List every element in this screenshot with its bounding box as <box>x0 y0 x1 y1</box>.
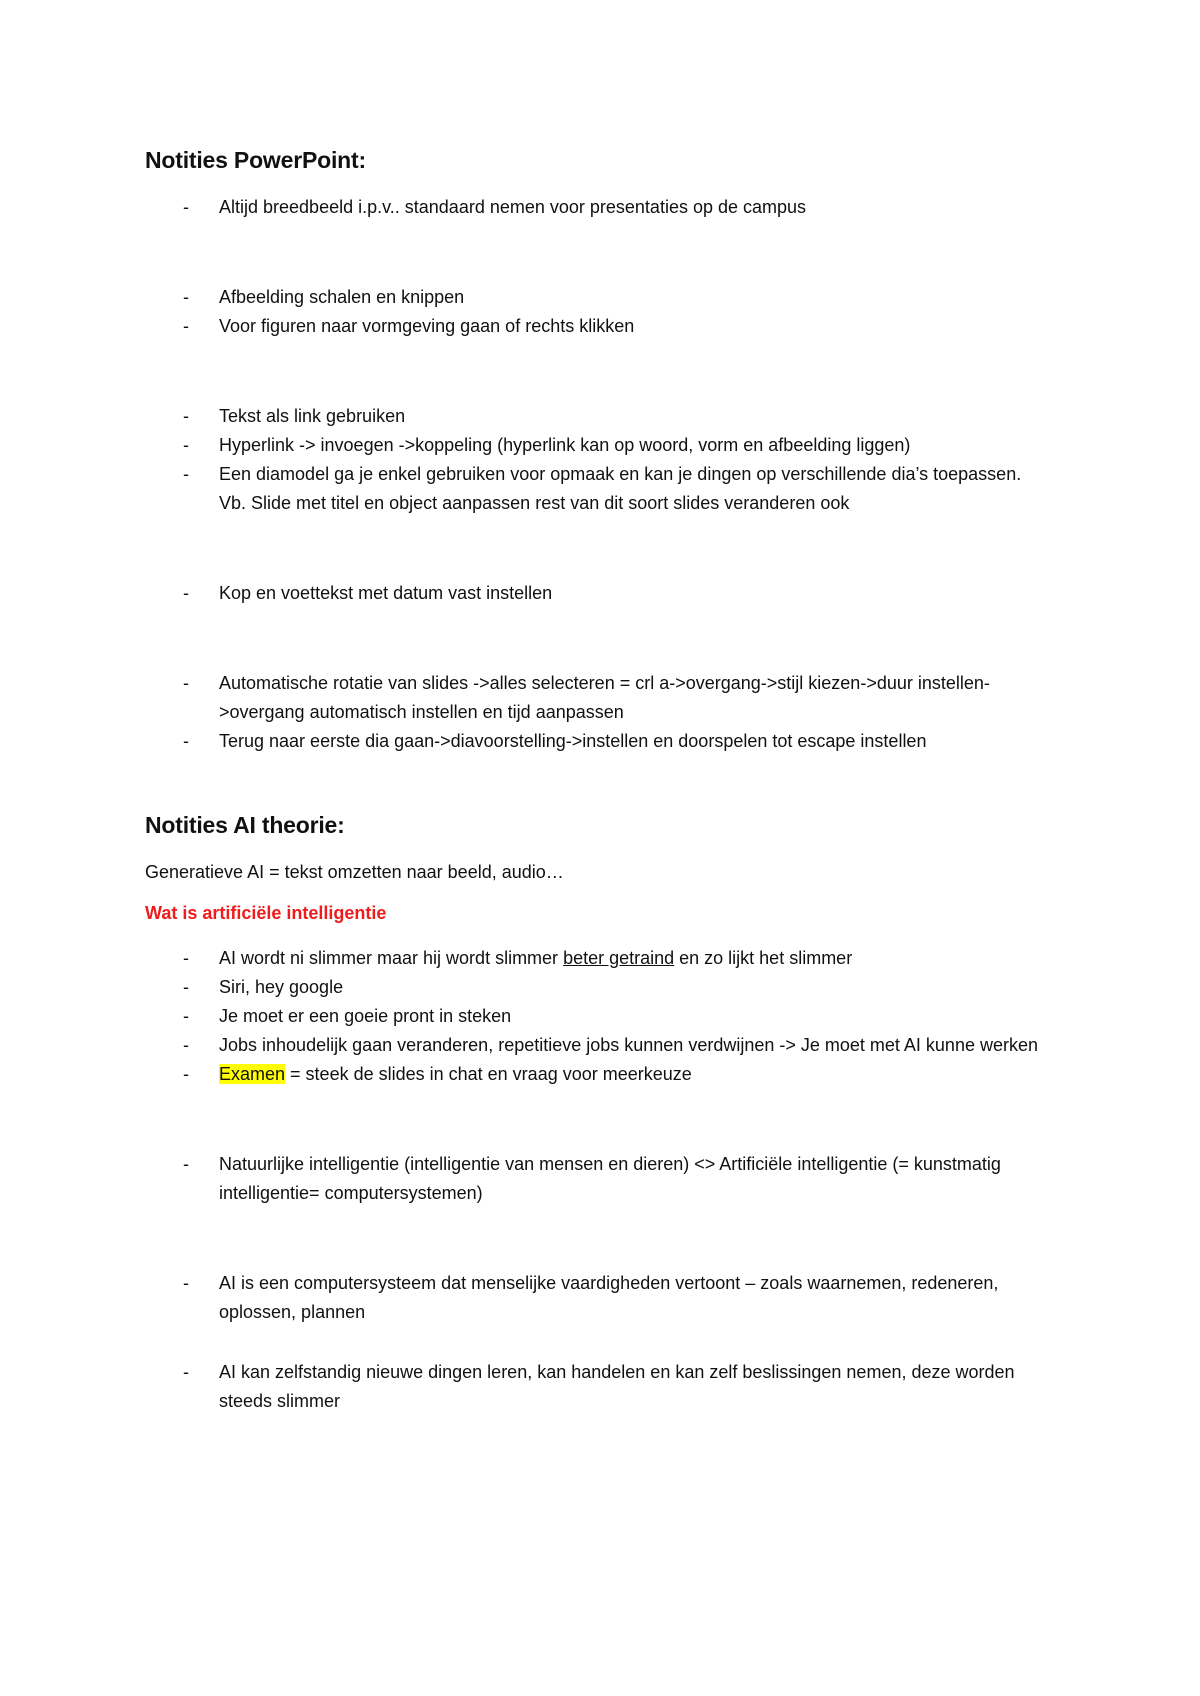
section-title-ai-theory: Notities AI theorie: <box>145 812 345 838</box>
list-item: - AI is een computersysteem dat menselijke vaardigheden vertoont – zoals waarnemen, redeneren, oplossen, plannen <box>145 1269 1045 1327</box>
dash-bullet: - <box>183 948 189 968</box>
powerpoint-list-1 <box>145 193 1045 222</box>
list-item: - Hyperlink -> invoegen ->koppeling (hyperlink kan op woord, vorm en afbeelding liggen) <box>145 431 1045 460</box>
dash-bullet: - <box>183 435 189 455</box>
powerpoint-list-3 <box>145 402 1045 518</box>
dash-bullet: - <box>183 1154 189 1174</box>
list-item: - Je moet er een goeie pront in steken <box>145 1002 1045 1031</box>
list-item: - Tekst als link gebruiken <box>145 402 1045 431</box>
dash-bullet: - <box>183 1035 189 1055</box>
list-item: - AI wordt ni slimmer maar hij wordt slimmer beter getraind en zo lijkt het slimmer <box>145 944 1045 973</box>
ai-list-3 <box>145 1269 1045 1327</box>
list-item: - Afbeelding schalen en knippen <box>145 283 1045 312</box>
list-item: - Natuurlijke intelligentie (intelligentie van mensen en dieren) <> Artificiële intelligentie (= kunstmatig intelligentie= computersystemen) <box>145 1150 1045 1208</box>
list-item: - AI kan zelfstandig nieuwe dingen leren, kan handelen en kan zelf beslissingen nemen, deze worden steeds slimmer <box>145 1358 1045 1416</box>
document-body <box>145 145 1045 1416</box>
dash-bullet: - <box>183 287 189 307</box>
dash-bullet: - <box>183 731 189 751</box>
dash-bullet: - <box>183 197 189 217</box>
ai-list-2 <box>145 1150 1045 1208</box>
dash-bullet: - <box>183 1006 189 1026</box>
dash-bullet: - <box>183 464 189 484</box>
section-title-powerpoint: Notities PowerPoint: <box>145 147 366 173</box>
list-item: - Kop en voettekst met datum vast instellen <box>145 579 1045 608</box>
dash-bullet: - <box>183 1273 189 1293</box>
ai-list-4 <box>145 1358 1045 1416</box>
list-item: - Examen = steek de slides in chat en vraag voor meerkeuze <box>145 1060 1045 1089</box>
powerpoint-list-4 <box>145 579 1045 608</box>
powerpoint-list-2 <box>145 283 1045 341</box>
list-item: - Voor figuren naar vormgeving gaan of rechts klikken <box>145 312 1045 341</box>
dash-bullet: - <box>183 316 189 336</box>
highlighted-text: Examen <box>219 1064 286 1084</box>
dash-bullet: - <box>183 406 189 426</box>
list-item: - Een diamodel ga je enkel gebruiken voor opmaak en kan je dingen op verschillende dia’s toepassen. Vb. Slide met titel en object aanpassen rest van dit soort slides veranderen ook <box>145 460 1045 518</box>
ai-list-1 <box>145 944 1045 1089</box>
list-item: - Altijd breedbeeld i.p.v.. standaard nemen voor presentaties op de campus <box>145 193 1045 222</box>
dash-bullet: - <box>183 673 189 693</box>
list-item: - Terug naar eerste dia gaan->diavoorstelling->instellen en doorspelen tot escape instellen <box>145 727 1045 756</box>
list-item: - Siri, hey google <box>145 973 1045 1002</box>
dash-bullet: - <box>183 1362 189 1382</box>
intro-paragraph: Generatieve AI = tekst omzetten naar beeld, audio… <box>145 862 564 882</box>
list-item: - Automatische rotatie van slides ->alles selecteren = crl a->overgang->stijl kiezen->duur instellen->overgang automatisch instellen en tijd aanpassen <box>145 669 1045 727</box>
underlined-text: beter getraind <box>563 948 675 968</box>
dash-bullet: - <box>183 1064 189 1084</box>
dash-bullet: - <box>183 583 189 603</box>
subheading-ai: Wat is artificiële intelligentie <box>145 903 387 923</box>
powerpoint-list-5 <box>145 669 1045 756</box>
list-item: - Jobs inhoudelijk gaan veranderen, repetitieve jobs kunnen verdwijnen -> Je moet met AI kunne werken <box>145 1031 1045 1060</box>
dash-bullet: - <box>183 977 189 997</box>
